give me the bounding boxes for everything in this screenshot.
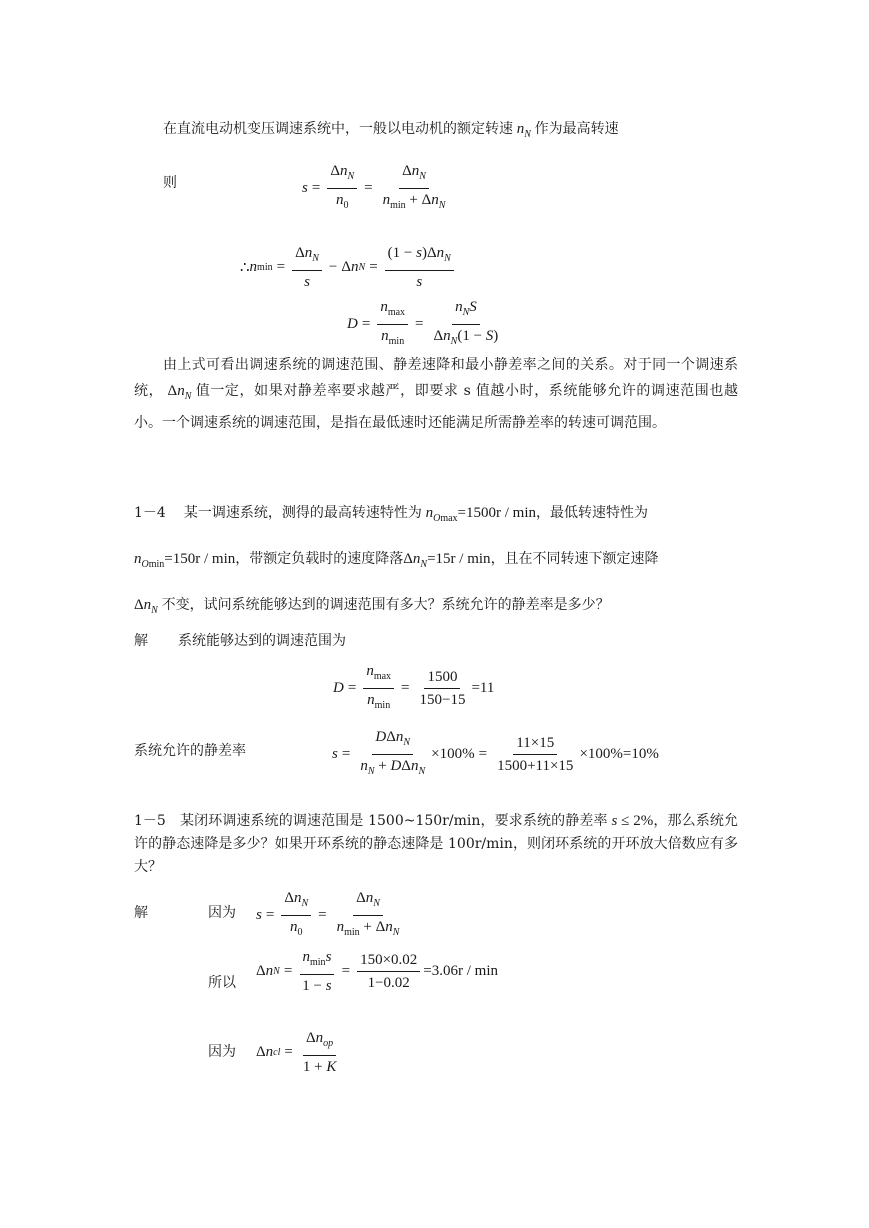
problem-1-5-number: 1－5	[134, 813, 166, 829]
problem-1-4-number: 1－4	[134, 505, 166, 521]
formula-dncl: Δ n cl = $\frac{\Delta n_{op}}{1 + K}$	[256, 1030, 337, 1075]
intro-text-a: 在直流电动机变压调速系统中，一般以电动机的额定转速	[163, 121, 513, 137]
intro-text-b: 作为最高转速	[534, 121, 619, 137]
nmin-value: =150r / min	[164, 551, 236, 567]
problem-1-4-line-2	[134, 548, 659, 576]
symbol-dnN-3: $\Delta n_N$	[134, 597, 158, 616]
problem-1-4-text-d: ，且在不同转速下额定速降	[490, 551, 659, 567]
D-denominator: 150−15	[419, 692, 466, 708]
problem-1-4-text-e: 不变，试问系统能够达到的调速范围有多大？系统允许的静差率是多少？	[161, 597, 610, 613]
s-mult-2: ×100%	[579, 746, 623, 762]
s-denominator: 1500+11×15	[497, 758, 574, 774]
s-mult-1: ×100%	[431, 746, 475, 762]
problem-1-4-line-3	[134, 594, 610, 622]
intro-line	[163, 118, 619, 146]
problem-1-5-text-a: 某闭环调速系统的调速范围是 1500~150r/min，要求系统的静差率	[179, 813, 608, 829]
problem-1-4-text-b: ，最低转速特性为	[536, 505, 648, 521]
formula-s-result: s = $\frac{D\Delta n_N}{n_N + D\Delta n_N}$ ×100% = $\frac{11\times 15}{1500+11\times 15}$ ×100% =10%	[332, 729, 659, 777]
explanation-text-b: 值一定，如果对静差率要求越严，即要求 s 值越小时，系统能够允许的调速范围也越小。一个调速系统的调速范围，是指在最低速时还能满足所需静差率的转速可调范围。	[134, 383, 738, 431]
explanation-paragraph	[134, 352, 738, 436]
s-result: =10%	[622, 746, 659, 762]
symbol-dnN: $\Delta n_N$	[163, 383, 192, 402]
problem-1-4-text-c: ，带额定负载时的速度降落	[235, 551, 404, 567]
symbol-nOmin: $n_{Omin}$	[134, 551, 165, 570]
ze-label: 则	[163, 175, 177, 191]
problem-1-5-paragraph	[134, 810, 738, 879]
explanation-text-a: 由上式可看出调速系统的调速范围、静差速降和最小静差率之间的关系。对于同一个调速系统，	[134, 357, 738, 399]
symbol-nN: $n_N$	[516, 121, 531, 140]
problem-1-4-text-a: 某一调速系统，测得的最高转速特性为	[183, 505, 422, 521]
formula-D-definition: D = $\frac{n_{max}}{n_{min}}$ = $\frac{n_NS}{\Delta n_N(1 - S)}$	[347, 299, 499, 347]
so-label: 所以	[208, 975, 236, 991]
symbol-dnN-2: $\Delta n_N$	[403, 551, 428, 570]
solution-text-1-4: 系统能够达到的调速范围为	[178, 633, 346, 649]
because-label-1: 因为	[208, 905, 236, 921]
formula-dnN-calc: Δ n N = $\frac{n_{min}s}{1 - s}$ = $\frac{150\times 0.02}{1-0.02}$ =3.06r / min	[256, 949, 499, 994]
s-label: 系统允许的静差率	[134, 743, 246, 759]
s-numerator: 11×15	[513, 734, 557, 755]
problem-1-4-solution-line	[134, 630, 346, 652]
because-label-2: 因为	[208, 1044, 236, 1060]
solution-label-1-4: 解	[134, 633, 148, 649]
problem-1-4-line-1	[134, 502, 648, 530]
formula-nmin: ∴ n min = $\frac{\Delta n_N}{s}$ − Δ n N = $\frac{(1 - s)\Delta n_N}{s}$	[240, 244, 457, 291]
s-cond-value: 2%	[633, 813, 654, 829]
formula-D-result: D = $\frac{n_{max}}{n_{min}}$ = $\frac{1500}{150-15}$ =11	[333, 663, 495, 711]
D-numerator: 1500	[424, 668, 460, 689]
dn-value: =15r / min	[427, 551, 491, 567]
calc-numerator: 150×0.02	[357, 951, 420, 972]
problem-1-5-text-b: ，那么系统允许的静态速降是多少？如果开环系统的静态速降是 100r/min，则闭环系统的开环放大倍数应有多大？	[134, 813, 739, 875]
calc-denominator: 1−0.02	[367, 975, 410, 991]
solution-label-1-5: 解	[134, 905, 148, 921]
calc-result: =3.06r / min	[423, 963, 499, 979]
symbol-nOmax: $n_{Omax}$	[425, 505, 458, 524]
D-result: =11	[471, 680, 495, 696]
formula-s-definition-2: s = $\frac{\Delta n_N}{n_0}$ = $\frac{\Delta n_N}{n_{min} + \Delta n_N}$	[256, 890, 400, 938]
s-condition: s ≤ 2%	[611, 813, 654, 829]
nmax-value: =1500r / min	[457, 505, 536, 521]
formula-s-definition: s = $\frac{\Delta n_N}{n_0}$ = $\frac{\Delta n_N}{n_{min} + \Delta n_N}$	[302, 163, 446, 211]
